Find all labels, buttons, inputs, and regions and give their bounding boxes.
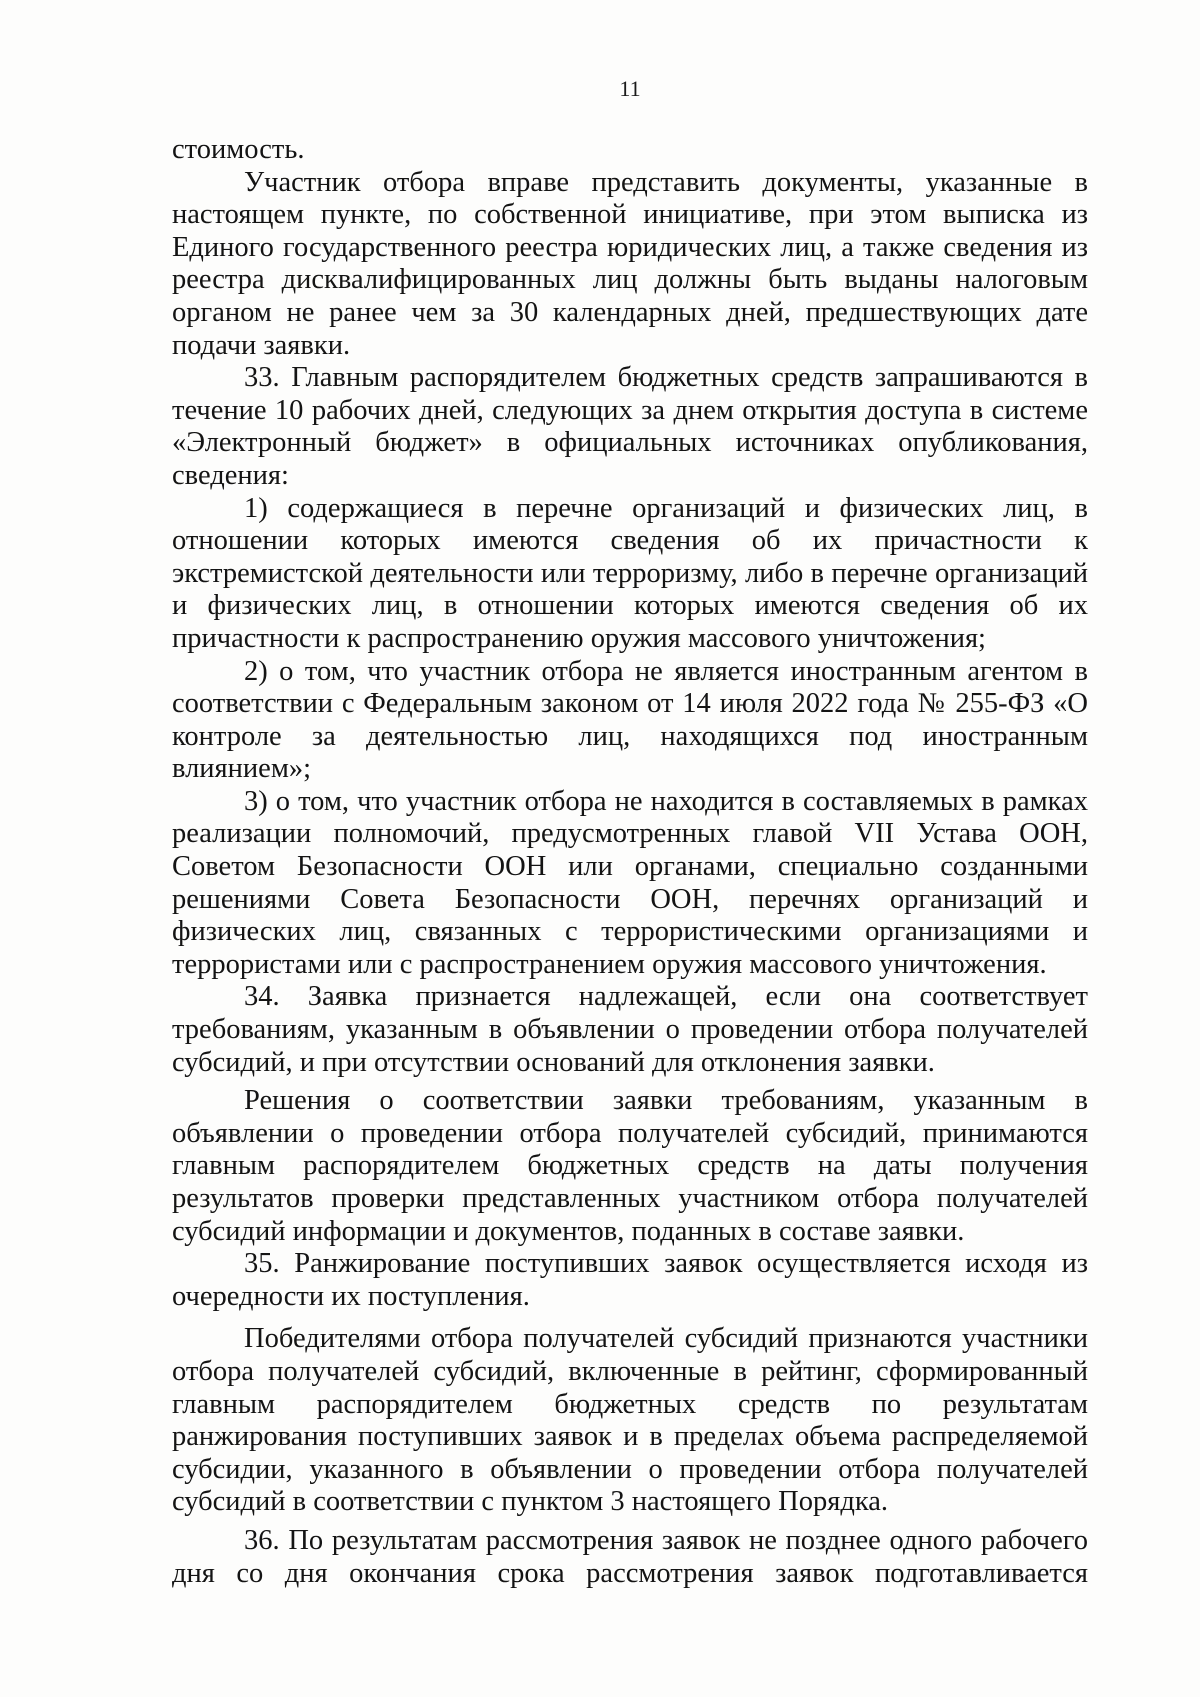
document-body <box>172 134 1088 1590</box>
paragraph-participant-documents: Участник отбора вправе представить документы, указанные в настоящем пункте, по собственной инициативе, при этом выписка из Единого государственного реестра юридических лиц, а также сведения из реестра дисквалифицированных лиц должны быть выданы налоговым органом не ранее чем за 30 календарных дней, предшествующих дате подачи заявки. <box>172 166 1088 361</box>
paragraph-continuation: стоимость. <box>172 134 305 165</box>
paragraph-subitem-2: 2) о том, что участник отбора не является иностранным агентом в соответствии с Федеральным законом от 14 июля 2022 года № 255-ФЗ «О контроле за деятельностью лиц, находящихся под иностранным влиянием»; <box>172 655 1088 785</box>
paragraph-decisions: Решения о соответствии заявки требованиям, указанным в объявлении о проведении отбора получателей субсидий, принимаются главным распорядителем бюджетных средств на даты получения результатов проверки представленных участником отбора получателей субсидий информации и документов, поданных в составе заявки. <box>172 1085 1088 1247</box>
paragraph-subitem-3: 3) о том, что участник отбора не находится в составляемых в рамках реализации полномочий, предусмотренных главой VII Устава ООН, Советом Безопасности ООН или органами, специально созданными решениями Совета Безопасности ООН, перечнях организаций и физических лиц, связанных с террористическими организациями и террористами или с распространением оружия массового уничтожения. <box>172 785 1088 980</box>
paragraph-subitem-1: 1) содержащиеся в перечне организаций и физических лиц, в отношении которых имеются сведения об их причастности к экстремистской деятельности или терроризму, либо в перечне организаций и физических лиц, в отношении которых имеются сведения об их причастности к распространению оружия массового уничтожения; <box>172 492 1088 654</box>
paragraph-winners: Победителями отбора получателей субсидий признаются участники отбора получателей субсидий, включенные в рейтинг, сформированный главным распорядителем бюджетных средств по результатам ранжирования поступивших заявок и в пределах объема распределяемой субсидии, указанного в объявлении о проведении отбора получателей субсидий в соответствии с пунктом 3 настоящего Порядка. <box>172 1323 1088 1518</box>
paragraph-item-33: 33. Главным распорядителем бюджетных средств запрашиваются в течение 10 рабочих дней, следующих за днем открытия доступа в системе «Электронный бюджет» в официальных источниках опубликования, сведения: <box>172 362 1088 491</box>
paragraph-item-36: 36. По результатам рассмотрения заявок не позднее одного рабочего дня со дня окончания срока рассмотрения заявок подготавливается <box>172 1524 1088 1589</box>
page-number: 11 <box>619 76 641 101</box>
paragraph-item-34: 34. Заявка признается надлежащей, если она соответствует требованиям, указанным в объявлении о проведении отбора получателей субсидий, и при отсутствии оснований для отклонения заявки. <box>172 981 1088 1078</box>
paragraph-item-35: 35. Ранжирование поступивших заявок осуществляется исходя из очередности их поступления. <box>172 1248 1088 1312</box>
